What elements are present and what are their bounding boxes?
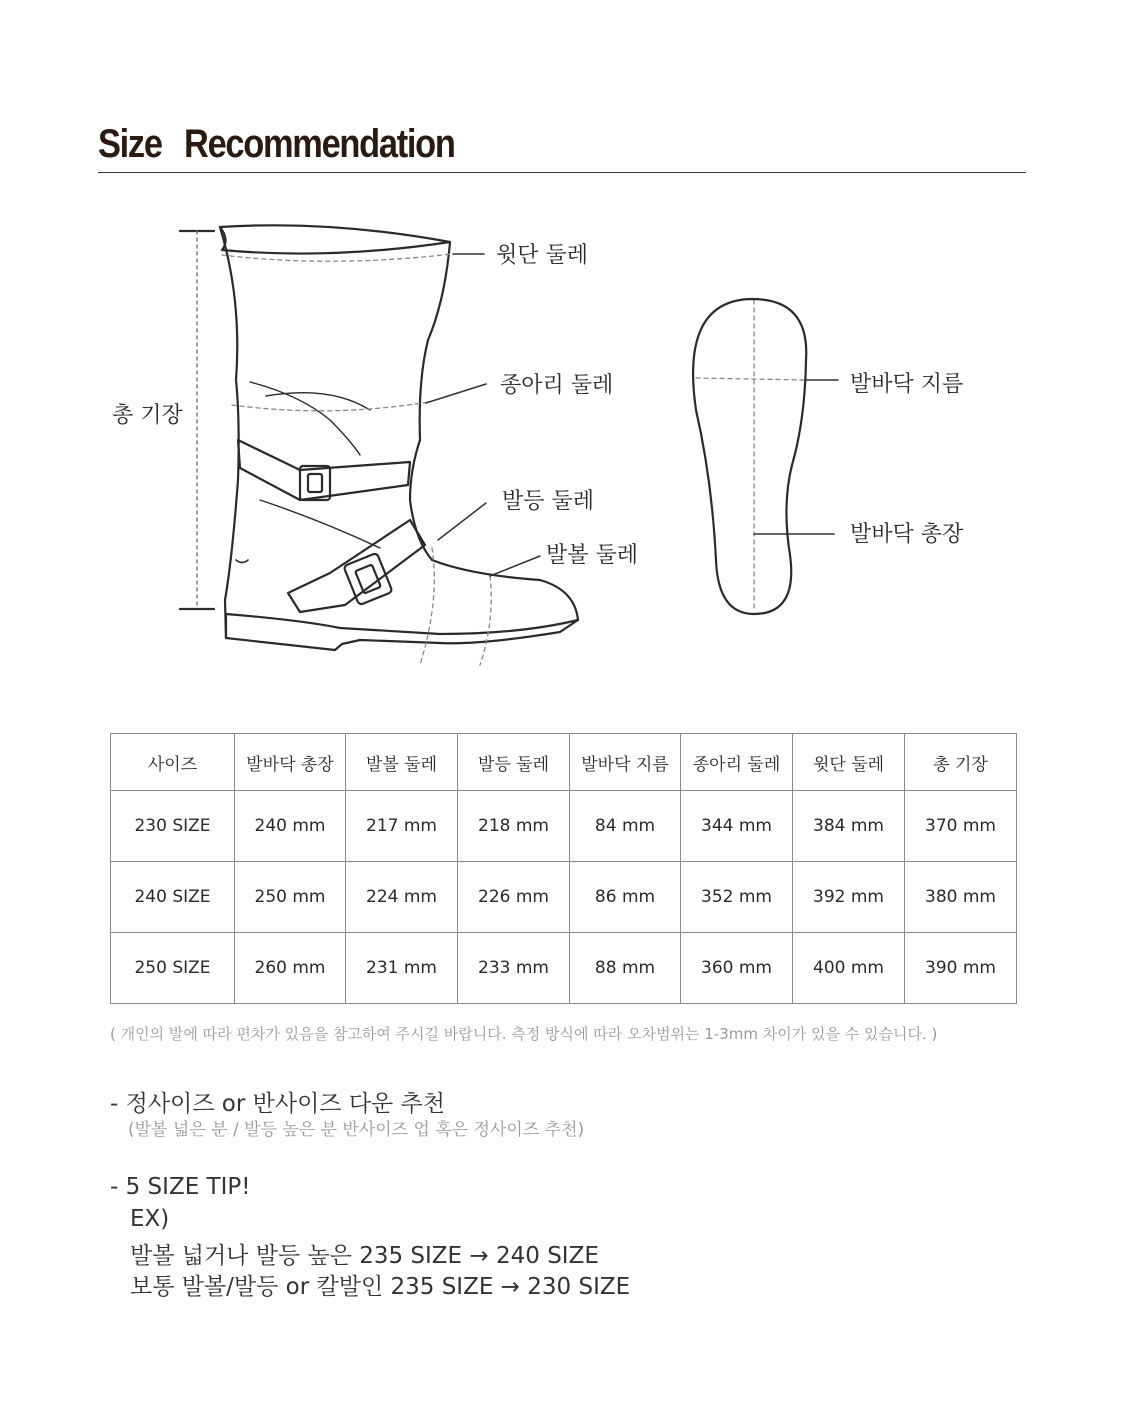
table-row bbox=[111, 791, 1017, 862]
table-row bbox=[111, 862, 1017, 933]
tip1-subtext: (발볼 넓은 분 / 발등 높은 분 반사이즈 업 혹은 정사이즈 추천) bbox=[128, 1120, 585, 1140]
table-cell: 400 mm bbox=[793, 933, 905, 1004]
table-cell: 344 mm bbox=[681, 791, 793, 862]
table-cell: 352 mm bbox=[681, 862, 793, 933]
title-word-size: Size bbox=[98, 122, 162, 166]
column-header: 사이즈 bbox=[111, 734, 235, 791]
column-header: 윗단 둘레 bbox=[793, 734, 905, 791]
label-top-circumference: 윗단 둘레 bbox=[496, 243, 589, 268]
title-word-recommendation: Recommendation bbox=[184, 122, 455, 166]
tip2-heading: - 5 SIZE TIP! bbox=[110, 1174, 251, 1200]
tip2-example-label: EX) bbox=[130, 1206, 170, 1232]
page-title bbox=[98, 122, 455, 167]
table-header-row bbox=[111, 734, 1017, 791]
label-instep-circumference: 발등 둘레 bbox=[502, 489, 595, 514]
table-cell: 390 mm bbox=[905, 933, 1017, 1004]
table-cell: 88 mm bbox=[570, 933, 681, 1004]
table-cell: 84 mm bbox=[570, 791, 681, 862]
column-header: 발볼 둘레 bbox=[346, 734, 458, 791]
title-divider bbox=[98, 172, 1026, 173]
table-cell: 384 mm bbox=[793, 791, 905, 862]
table-cell: 224 mm bbox=[346, 862, 458, 933]
height-ruler bbox=[180, 231, 214, 609]
sole-illustration bbox=[693, 299, 806, 614]
table-row bbox=[111, 933, 1017, 1004]
size-table bbox=[110, 733, 1017, 1004]
table-cell: 250 SIZE bbox=[111, 933, 235, 1004]
table-cell: 86 mm bbox=[570, 862, 681, 933]
measurement-note: ( 개인의 발에 따라 편차가 있음을 참고하여 주시길 바랍니다. 측정 방식에 따라 오차범위는 1-3mm 차이가 있을 수 있습니다. ) bbox=[110, 1025, 938, 1043]
table-cell: 230 SIZE bbox=[111, 791, 235, 862]
table-cell: 392 mm bbox=[793, 862, 905, 933]
table-cell: 233 mm bbox=[458, 933, 570, 1004]
label-ball-circumference: 발볼 둘레 bbox=[546, 543, 639, 568]
table-cell: 218 mm bbox=[458, 791, 570, 862]
table-cell: 240 SIZE bbox=[111, 862, 235, 933]
table-cell: 217 mm bbox=[346, 791, 458, 862]
boot-illustration bbox=[220, 225, 578, 650]
column-header: 발바닥 지름 bbox=[570, 734, 681, 791]
table-cell: 240 mm bbox=[235, 791, 346, 862]
table-cell: 370 mm bbox=[905, 791, 1017, 862]
tip1-heading: - 정사이즈 or 반사이즈 다운 추천 bbox=[110, 1091, 445, 1117]
table-cell: 360 mm bbox=[681, 933, 793, 1004]
label-sole-width: 발바닥 지름 bbox=[850, 372, 964, 397]
column-header: 발바닥 총장 bbox=[235, 734, 346, 791]
label-sole-length: 발바닥 총장 bbox=[850, 522, 964, 547]
table-cell: 380 mm bbox=[905, 862, 1017, 933]
tip2-example-line2: 보통 발볼/발등 or 칼발인 235 SIZE → 230 SIZE bbox=[130, 1274, 631, 1300]
column-header: 종아리 둘레 bbox=[681, 734, 793, 791]
tip2-example-line1: 발볼 넓거나 발등 높은 235 SIZE → 240 SIZE bbox=[130, 1243, 599, 1269]
table-cell: 250 mm bbox=[235, 862, 346, 933]
table-cell: 226 mm bbox=[458, 862, 570, 933]
column-header: 총 기장 bbox=[905, 734, 1017, 791]
label-calf-circumference: 종아리 둘레 bbox=[500, 373, 614, 398]
table-cell: 231 mm bbox=[346, 933, 458, 1004]
label-total-height: 총 기장 bbox=[112, 403, 183, 428]
table-cell: 260 mm bbox=[235, 933, 346, 1004]
column-header: 발등 둘레 bbox=[458, 734, 570, 791]
